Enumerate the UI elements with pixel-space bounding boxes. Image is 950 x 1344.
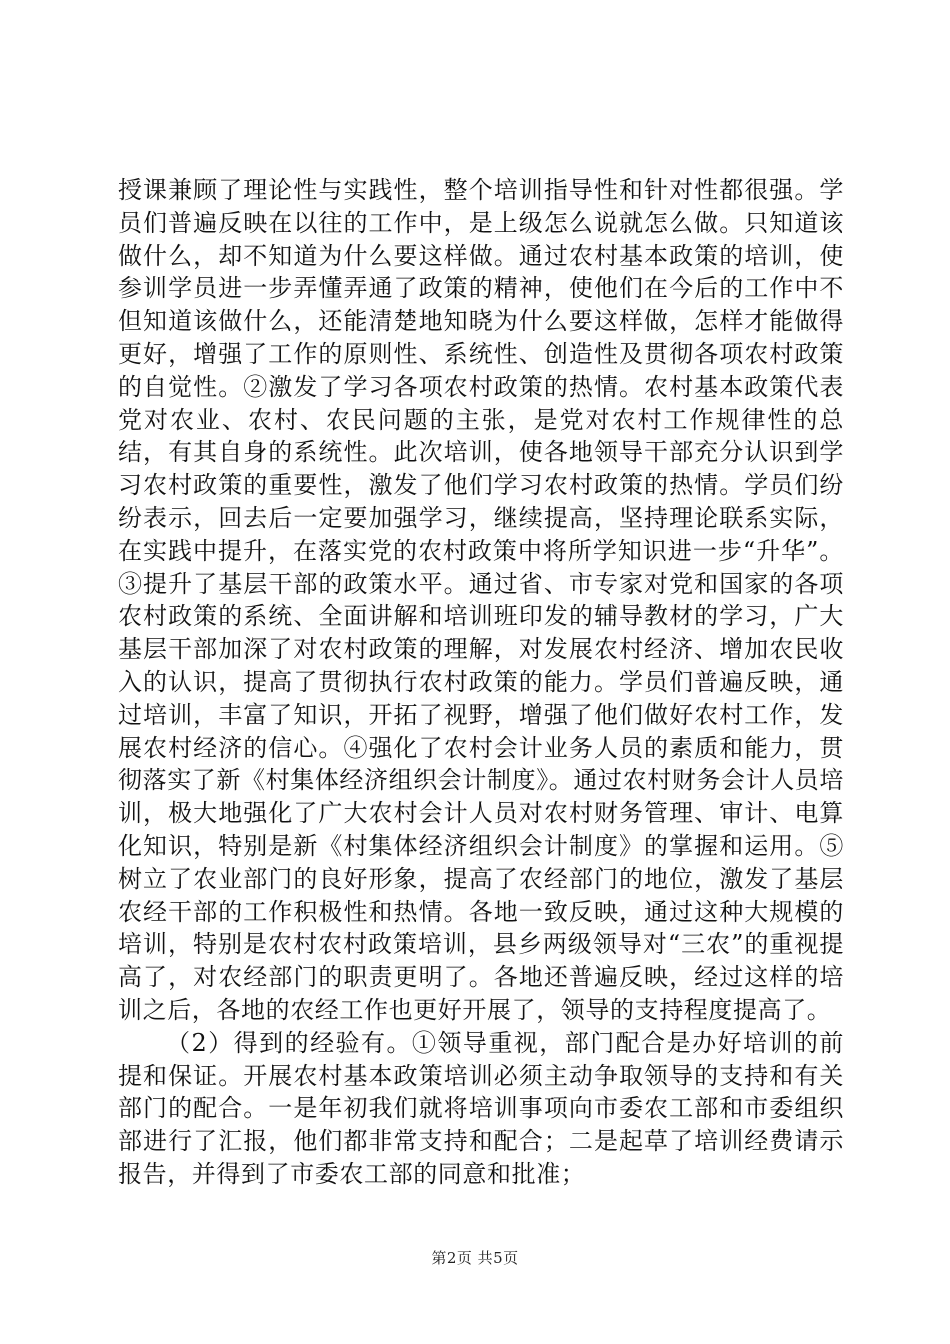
page-number-footer: 第2页 共5页 [431,1249,519,1267]
paragraph-2: （2）得到的经验有。①领导重视，部门配合是办好培训的前提和保证。开展农村基本政策培训必须主动争取领导的支持和有关部门的配合。一是年初我们就将培训事项向市委农工部和市委组织部进行了汇报，他们都非常支持和配合；二是起草了培训经费请示报告，并得到了市委农工部的同意和批准； [118,1028,844,1188]
document-body [118,174,844,1191]
paragraph-1: 授课兼顾了理论性与实践性，整个培训指导性和针对性都很强。学员们普遍反映在以往的工作中，是上级怎么说就怎么做。只知道该做什么，却不知道为什么要这样做。通过农村基本政策的培训，使参训学员进一步弄懂弄通了政策的精神，使他们在今后的工作中不但知道该做什么，还能清楚地知晓为什么要这样做，怎样才能做得更好，增强了工作的原则性、系统性、创造性及贯彻各项农村政策的自觉性。②激发了学习各项农村政策的热情。农村基本政策代表党对农业、农村、农民问题的主张，是党对农村工作规律性的总结，有其自身的系统性。此次培训，使各地领导干部充分认识到学习农村政策的重要性，激发了他们学习农村政策的热情。学员们纷纷表示，回去后一定要加强学习，继续提高，坚持理论联系实际，在实践中提升，在落实党的农村政策中将所学知识进一步“升华”。③提升了基层干部的政策水平。通过省、市专家对党和国家的各项农村政策的系统、全面讲解和培训班印发的辅导教材的学习，广大基层干部加深了对农村政策的理解，对发展农村经济、增加农民收入的认识，提高了贯彻执行农村政策的能力。学员们普遍反映，通过培训，丰富了知识，开拓了视野，增强了他们做好农村工作，发展农村经济的信心。④强化了农村会计业务人员的素质和能力，贯彻落实了新《村集体经济组织会计制度》。通过农村财务会计人员培训，极大地强化了广大农村会计人员对农村财务管理、审计、电算化知识，特别是新《村集体经济组织会计制度》的掌握和运用。⑤树立了农业部门的良好形象，提高了农经部门的地位，激发了基层农经干部的工作积极性和热情。各地一致反映，通过这种大规模的培训，特别是农村农村政策培训，县乡两级领导对“三农”的重视提高了，对农经部门的职责更明了。各地还普遍反映，经过这样的培训之后，各地的农经工作也更好开展了，领导的支持程度提高了。 [118,176,844,1024]
